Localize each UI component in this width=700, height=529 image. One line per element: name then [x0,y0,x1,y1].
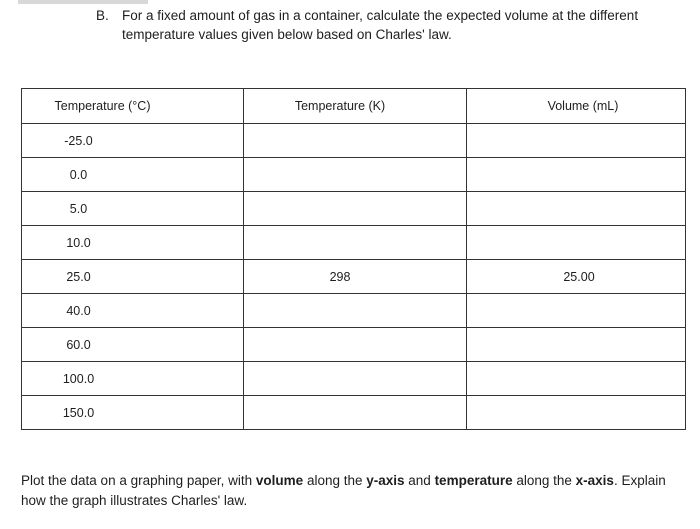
graph-instructions [21,471,681,511]
table-row [22,192,686,226]
kelvin-cell[interactable] [244,362,467,396]
question-marker: B. [96,8,109,23]
kelvin-cell[interactable] [244,328,467,362]
instructions-emphasis: temperature [434,473,513,488]
volume-cell[interactable] [467,192,686,226]
volume-cell[interactable] [467,294,686,328]
table-row [22,294,686,328]
top-edge-bar [18,0,148,4]
volume-cell[interactable] [467,362,686,396]
kelvin-cell[interactable] [244,226,467,260]
instructions-text: along the [303,473,367,488]
volume-cell[interactable]: 25.00 [467,260,686,294]
celsius-cell: 0.0 [22,158,244,192]
instructions-emphasis: x-axis [575,473,614,488]
header-temperature-celsius: Temperature (°C) [22,89,244,124]
header-temperature-kelvin: Temperature (K) [244,89,467,124]
volume-cell[interactable] [467,124,686,158]
celsius-cell: 40.0 [22,294,244,328]
volume-cell[interactable] [467,328,686,362]
question-text: For a fixed amount of gas in a container, calculate the expected volume at the different temperature values given below based on Charles' law. [122,8,639,42]
header-volume: Volume (mL) [467,89,686,124]
celsius-cell: 10.0 [22,226,244,260]
kelvin-cell[interactable] [244,124,467,158]
table-row [22,396,686,430]
instructions-text: along the [512,473,576,488]
table-row [22,124,686,158]
volume-cell[interactable] [467,396,686,430]
kelvin-cell[interactable] [244,294,467,328]
instructions-emphasis: y-axis [366,473,405,488]
kelvin-cell[interactable]: 298 [244,260,467,294]
table-row [22,328,686,362]
question-b [96,6,686,44]
celsius-cell: -25.0 [22,124,244,158]
temperature-volume-table [21,88,686,430]
instructions-emphasis: volume [255,473,304,488]
celsius-cell: 100.0 [22,362,244,396]
kelvin-cell[interactable] [244,396,467,430]
instructions-text: and [404,473,435,488]
table-row [22,362,686,396]
celsius-cell: 5.0 [22,192,244,226]
table-row [22,226,686,260]
celsius-cell: 150.0 [22,396,244,430]
table-header-row [22,89,686,124]
table-row [22,260,686,294]
instructions-text: Plot the data on a graphing paper, with [21,473,256,488]
table-row [22,158,686,192]
kelvin-cell[interactable] [244,192,467,226]
instructions-text: . Explain how the graph illustrates Charles' law. [21,473,666,508]
celsius-cell: 25.0 [22,260,244,294]
volume-cell[interactable] [467,226,686,260]
volume-cell[interactable] [467,158,686,192]
kelvin-cell[interactable] [244,158,467,192]
celsius-cell: 60.0 [22,328,244,362]
